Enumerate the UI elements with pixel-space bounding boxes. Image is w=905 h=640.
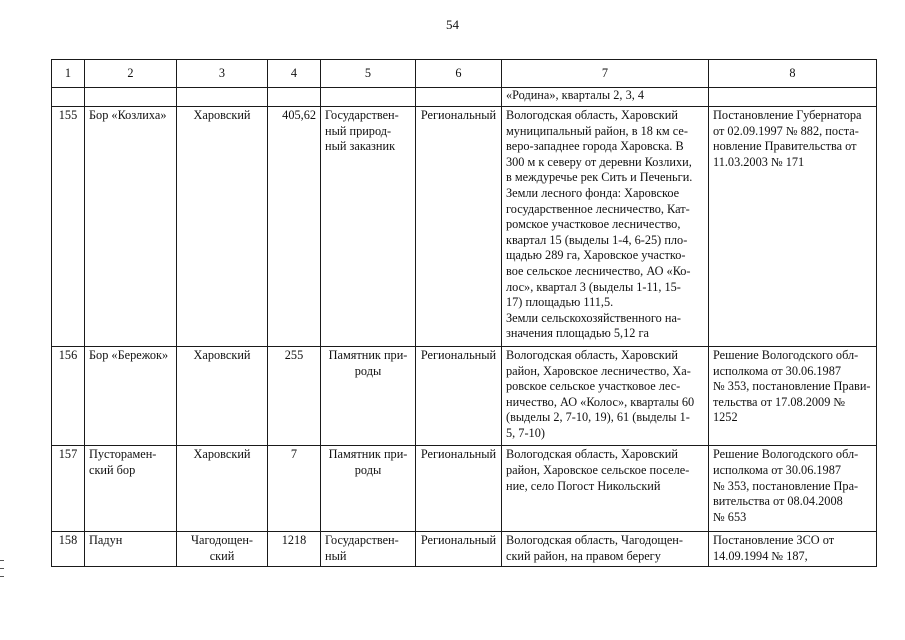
- object-name: Бор «Бережок»: [85, 346, 177, 446]
- legal-document: Решение Вологодского обл- исполкома от 30.06.1987 № 353, постановление Прави- тельства от 17.08.2009 № 1252: [709, 346, 877, 446]
- district: Харовский: [177, 446, 268, 532]
- significance: Региональный: [416, 532, 502, 566]
- cell-empty: [85, 88, 177, 107]
- significance: Региональный: [416, 446, 502, 532]
- cell-empty: [709, 88, 877, 107]
- category: Государствен- ный: [321, 532, 416, 566]
- continuation-row: [52, 88, 877, 107]
- row-number: 157: [52, 446, 85, 532]
- header-col-6: 6: [416, 60, 502, 88]
- row-number: 156: [52, 346, 85, 446]
- table-row: [52, 532, 877, 566]
- district: Чагодощен- ский: [177, 532, 268, 566]
- header-col-1: 1: [52, 60, 85, 88]
- location: Вологодская область, Чагодощен- ский район, на правом берегу: [502, 532, 709, 566]
- object-name: Пусторамен- ский бор: [85, 446, 177, 532]
- page-number: 54: [446, 17, 459, 32]
- header-row: [52, 60, 877, 88]
- category: Памятник при- роды: [321, 446, 416, 532]
- row-number: 155: [52, 107, 85, 347]
- district: Харовский: [177, 346, 268, 446]
- protected-areas-table: [51, 59, 877, 567]
- area: 1218: [268, 532, 321, 566]
- significance: Региональный: [416, 346, 502, 446]
- location: Вологодская область, Харовский район, Харовское лесничество, Ха- ровское сельское участковое лес- ничество, АО «Колос», кварталы 60 (выделы 2, 7-10, 19), 61 (выделы 1- 5, 7-10): [502, 346, 709, 446]
- object-name: Падун: [85, 532, 177, 566]
- cell-empty: [268, 88, 321, 107]
- row-number: 158: [52, 532, 85, 566]
- area: 7: [268, 446, 321, 532]
- location: Вологодская область, Харовский район, Харовское сельское поселе- ние, село Погост Никольский: [502, 446, 709, 532]
- district: Харовский: [177, 107, 268, 347]
- area: 255: [268, 346, 321, 446]
- cell-empty: [321, 88, 416, 107]
- location: Вологодская область, Харовский муниципальный район, в 18 км се- веро-западнее города Харовска. В 300 м к северу от деревни Козлихи, в междуречье рек Сить и Печеньги. Земли лесного фонда: Харовское государственное лесничество, Кат- ромское участковое лесничество, квартал 15 (выделы 1-4, 6-25) пло- щадью 289 га, Харовское участко- вое сельское лесничество, АО «Ко- лос», квартал 3 (выделы 1-11, 15- 17) площадью 111,5. Земли сельскохозяйственного на- значения площадью 5,12 га: [502, 107, 709, 347]
- area: 405,62: [268, 107, 321, 347]
- category: Памятник при- роды: [321, 346, 416, 446]
- header-col-7: 7: [502, 60, 709, 88]
- table-row: [52, 446, 877, 532]
- legal-document: Решение Вологодского обл- исполкома от 30.06.1987 № 353, постановление Пра- вительства от 08.04.2008 № 653: [709, 446, 877, 532]
- legal-document: Постановление ЗСО от 14.09.1994 № 187,: [709, 532, 877, 566]
- category: Государствен- ный природ- ный заказник: [321, 107, 416, 347]
- cell-empty: [52, 88, 85, 107]
- object-name: Бор «Козлиха»: [85, 107, 177, 347]
- scan-edge-mark: [0, 560, 4, 561]
- table-row: [52, 346, 877, 446]
- scan-edge-mark: [0, 568, 4, 569]
- cell-empty: [416, 88, 502, 107]
- header-col-2: 2: [85, 60, 177, 88]
- header-col-5: 5: [321, 60, 416, 88]
- header-col-4: 4: [268, 60, 321, 88]
- cell-empty: [177, 88, 268, 107]
- header-col-3: 3: [177, 60, 268, 88]
- significance: Региональный: [416, 107, 502, 347]
- header-col-8: 8: [709, 60, 877, 88]
- scan-edge-mark: [0, 576, 4, 577]
- continuation-location: «Родина», кварталы 2, 3, 4: [502, 88, 709, 107]
- legal-document: Постановление Губернатора от 02.09.1997 № 882, поста- новление Правительства от 11.03.2003 № 171: [709, 107, 877, 347]
- table-row: [52, 107, 877, 347]
